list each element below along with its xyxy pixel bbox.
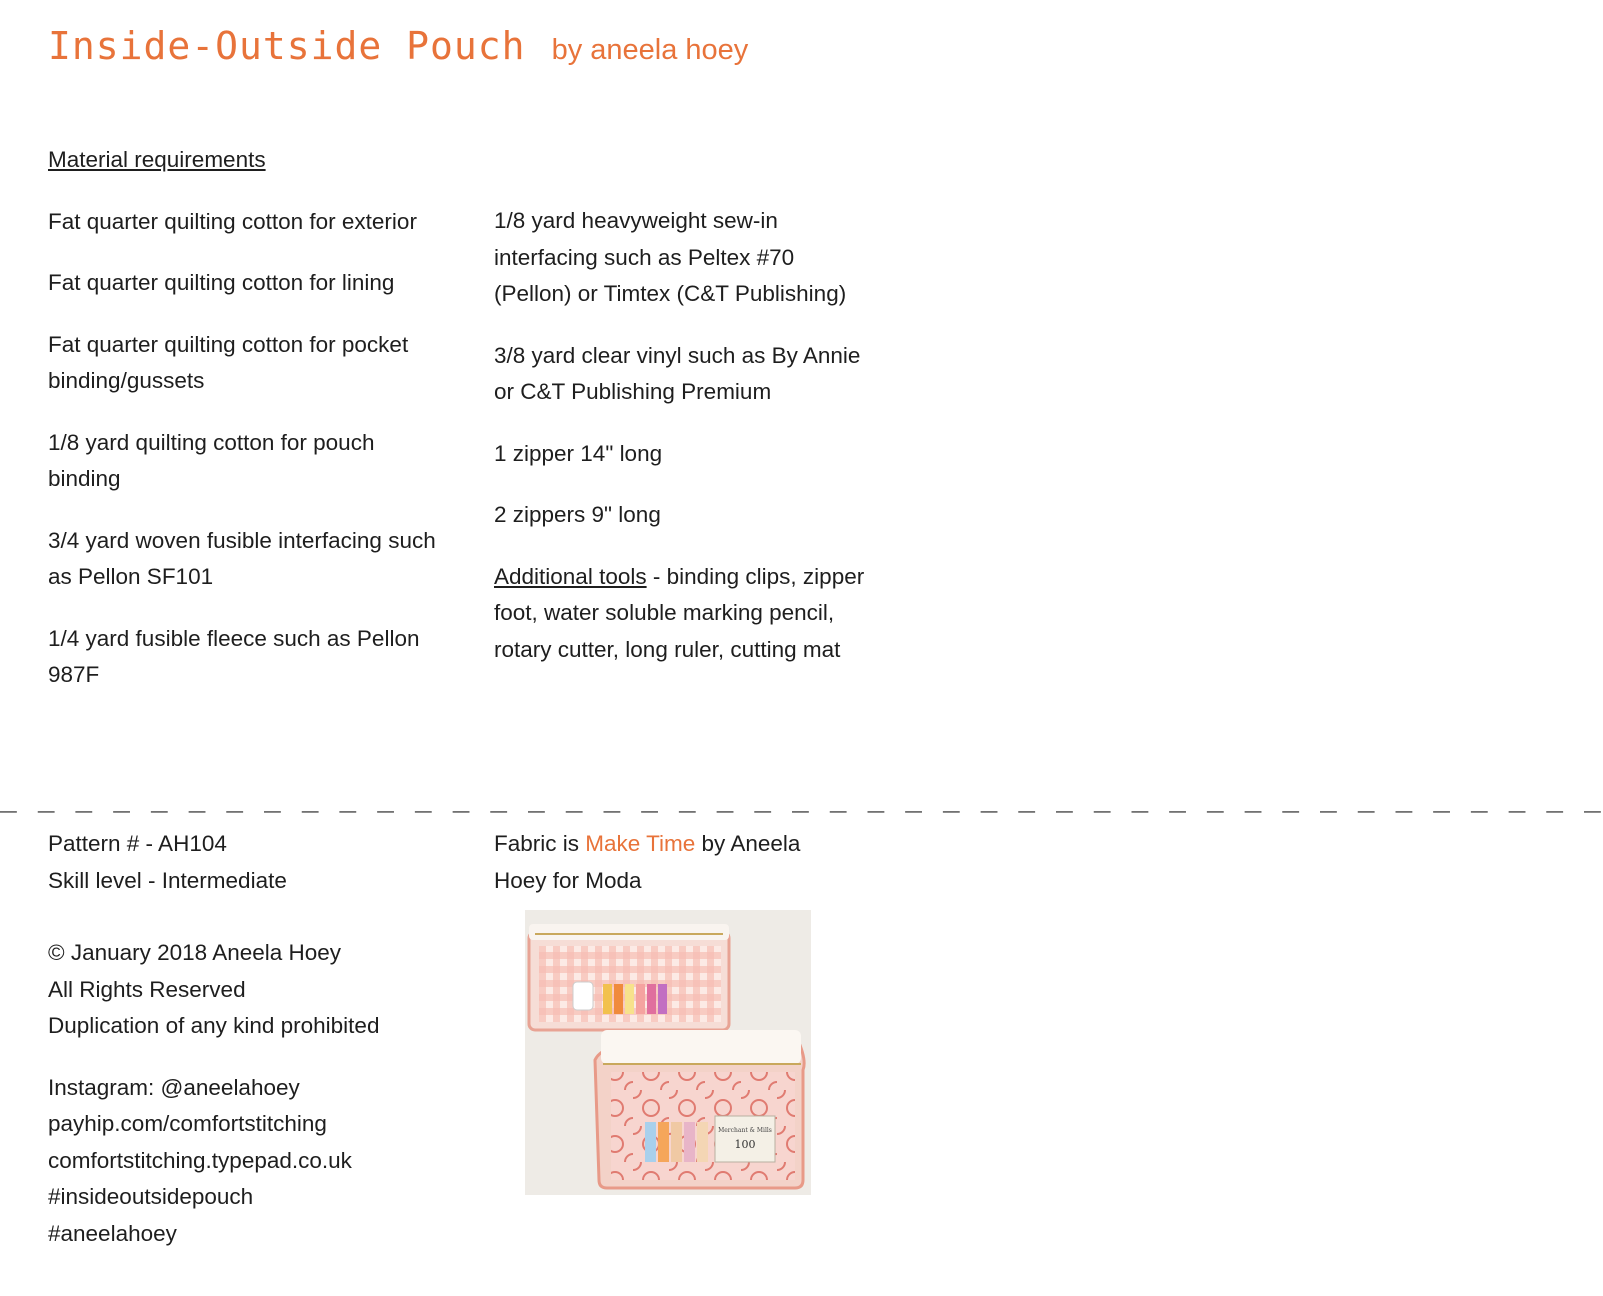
payhip-link: payhip.com/comfortstitching xyxy=(48,1111,327,1136)
hashtag-pouch: #insideoutsidepouch xyxy=(48,1184,254,1209)
material-item: 3/8 yard clear vinyl such as By Annie or C&T Publishing Premium xyxy=(494,342,861,404)
pattern-number: Pattern # - AH104 xyxy=(48,831,227,856)
dashed-divider: _ _ _ _ _ _ _ _ _ _ _ _ _ _ _ _ _ _ _ _ _ _ _ _ _ _ _ _ _ _ _ _ _ _ _ _ _ _ _ _ _ _ _ xyxy=(0,780,1603,813)
material-item: Fat quarter quilting cotton for pocket binding/gussets xyxy=(48,331,409,393)
spool xyxy=(658,1122,669,1162)
author-byline: by aneela hoey xyxy=(551,34,749,66)
additional-tools-label: Additional tools xyxy=(494,563,647,589)
spool xyxy=(614,984,623,1014)
fabric-prefix: Fabric is xyxy=(494,831,586,856)
hashtag-author: #aneelahoey xyxy=(48,1220,177,1246)
spool xyxy=(645,1122,656,1162)
copyright-notice: © January 2018 Aneela Hoey xyxy=(48,940,342,965)
page-title: Inside-Outside Pouch xyxy=(48,24,526,68)
material-item: Fat quarter quilting cotton for exterior xyxy=(48,208,417,234)
front-pouch-opening xyxy=(601,1030,801,1064)
spool xyxy=(658,984,667,1014)
page-header xyxy=(48,24,748,68)
needle-case xyxy=(573,982,593,1010)
back-pouch-zipper xyxy=(529,924,729,940)
skill-level: Skill level - Intermediate xyxy=(48,867,287,893)
thread-card-number: 100 xyxy=(734,1138,756,1151)
fabric-line xyxy=(494,826,854,899)
spool xyxy=(647,984,656,1014)
spool xyxy=(684,1122,695,1162)
additional-tools-list: - binding clips, zipper foot, water soluble marking pencil, rotary cutter, long ruler, cutting mat xyxy=(494,563,865,662)
spool xyxy=(625,984,634,1014)
pouch-photo xyxy=(525,910,811,1195)
materials-right-column xyxy=(494,203,874,693)
spool xyxy=(671,1122,682,1162)
duplication-notice: Duplication of any kind prohibited xyxy=(48,1013,380,1038)
spool xyxy=(697,1122,708,1162)
materials-left-column xyxy=(48,142,448,719)
rights-notice: All Rights Reserved xyxy=(48,976,246,1002)
material-item: 1 zipper 14" long xyxy=(494,440,663,466)
material-item: 1/8 yard heavyweight sew-in interfacing such as Peltex #70 (Pellon) or Timtex (C&T Publishing) xyxy=(494,208,847,306)
blog-link: comfortstitching.typepad.co.uk xyxy=(48,1147,352,1173)
spool xyxy=(603,984,612,1014)
instagram-handle: Instagram: @aneelahoey xyxy=(48,1074,300,1100)
fabric-name: Make Time xyxy=(585,831,696,856)
materials-heading: Material requirements xyxy=(48,147,266,172)
material-item: 3/4 yard woven fusible interfacing such as Pellon SF101 xyxy=(48,527,436,589)
spool xyxy=(636,984,645,1014)
thread-card-title: Merchant & Mills xyxy=(718,1127,772,1134)
material-item: Fat quarter quilting cotton for lining xyxy=(48,270,395,295)
material-item: 2 zippers 9" long xyxy=(494,502,661,527)
additional-tools xyxy=(494,559,874,669)
fabric-suffix: by Aneela Hoey for Moda xyxy=(494,831,801,893)
pouch-illustration xyxy=(525,910,811,1195)
pattern-info xyxy=(48,826,468,1277)
material-item: 1/8 yard quilting cotton for pouch binding xyxy=(48,429,375,491)
material-item: 1/4 yard fusible fleece such as Pellon 987F xyxy=(48,625,420,687)
